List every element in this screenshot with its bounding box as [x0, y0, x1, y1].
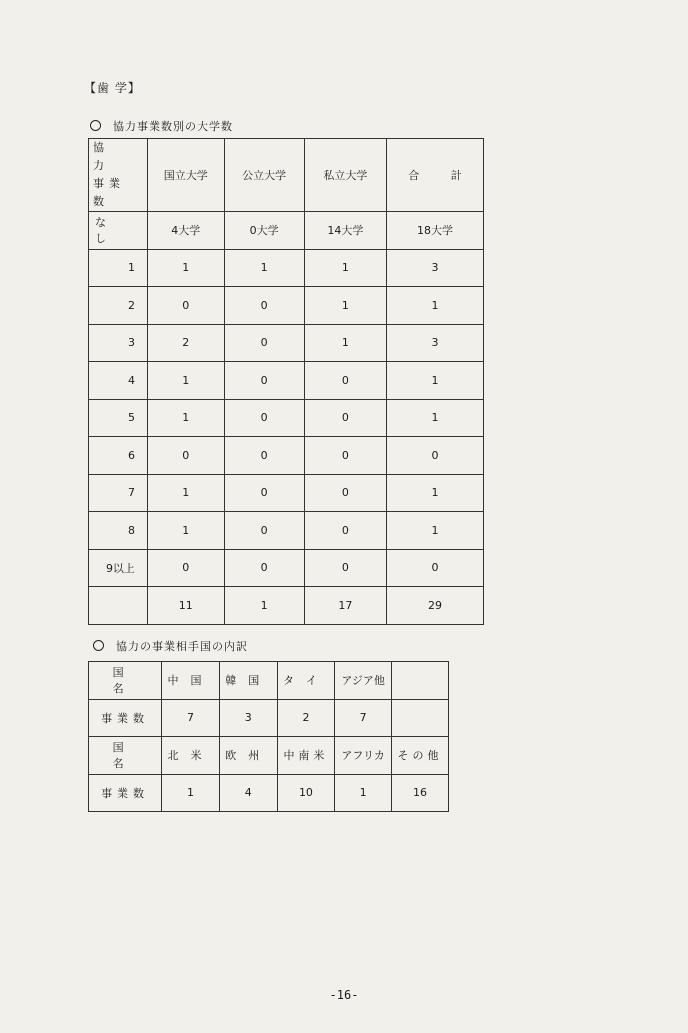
table-row [89, 512, 484, 550]
count-label: 事業数 [89, 699, 162, 737]
circle-bullet-icon [93, 640, 104, 651]
table-row [89, 399, 484, 437]
count-cell: 3 [219, 699, 277, 737]
section-title-1 [90, 118, 233, 134]
table-row [89, 549, 484, 587]
cell-public: 1 [224, 249, 304, 287]
row-label: 6 [89, 437, 148, 475]
cell-national: 1 [147, 399, 224, 437]
cell-total: 29 [387, 587, 484, 625]
cell-private: 0 [304, 512, 386, 550]
cell-national: 0 [147, 287, 224, 325]
cell-public: 0 [224, 512, 304, 550]
country-cell: アジア他 [335, 662, 392, 700]
cell-public: 0 [224, 437, 304, 475]
cell-private: 0 [304, 399, 386, 437]
country-cell: その他 [391, 737, 448, 775]
table-total-row [89, 587, 484, 625]
cell-private: 0 [304, 437, 386, 475]
cell-private: 1 [304, 324, 386, 362]
count-cell: 16 [391, 774, 448, 812]
country-cell [391, 662, 448, 700]
col-header-private: 私立大学 [304, 139, 386, 212]
row-label: 5 [89, 399, 148, 437]
col-header-public: 公立大学 [224, 139, 304, 212]
country-label: 国名 [89, 737, 162, 775]
country-cell: アフリカ [335, 737, 392, 775]
section-title-1-text: 協力事業数別の大学数 [113, 120, 233, 133]
cell-total: 1 [387, 362, 484, 400]
row-label: 4 [89, 362, 148, 400]
row-label: 2 [89, 287, 148, 325]
count-cell: 1 [162, 774, 220, 812]
corner-label-line2: 事業数 [93, 177, 125, 208]
row-label: 3 [89, 324, 148, 362]
col-header-total: 合 計 [387, 139, 484, 212]
cell-private: 1 [304, 249, 386, 287]
count-cell: 7 [162, 699, 220, 737]
table-row [89, 324, 484, 362]
count-row-1 [89, 699, 449, 737]
cell-total: 0 [387, 437, 484, 475]
cell-private: 0 [304, 549, 386, 587]
cell-public: 1 [224, 587, 304, 625]
cell-total: 1 [387, 474, 484, 512]
partner-country-breakdown-table [88, 661, 449, 812]
cell-total: 3 [387, 249, 484, 287]
page-number: -16- [329, 988, 359, 1002]
country-cell: 中南米 [277, 737, 335, 775]
page-heading: 【歯 学】 [84, 81, 141, 95]
count-row-2 [89, 774, 449, 812]
cell-total: 1 [387, 512, 484, 550]
circle-bullet-icon [90, 120, 101, 131]
row-label: なし [89, 212, 148, 250]
count-label: 事業数 [89, 774, 162, 812]
cell-total: 0 [387, 549, 484, 587]
table-row [89, 249, 484, 287]
row-label: 8 [89, 512, 148, 550]
row-label [89, 587, 148, 625]
count-cell: 1 [335, 774, 392, 812]
country-cell: タイ [277, 662, 335, 700]
count-cell: 4 [219, 774, 277, 812]
corner-label-line1: 協力 [93, 141, 120, 172]
cell-total: 3 [387, 324, 484, 362]
universities-by-project-count-table [88, 138, 484, 625]
count-cell: 7 [335, 699, 392, 737]
cell-public: 0 [224, 399, 304, 437]
row-label: 9以上 [89, 549, 148, 587]
cell-private: 0 [304, 362, 386, 400]
cell-national: 0 [147, 437, 224, 475]
cell-national: 0 [147, 549, 224, 587]
cell-national: 1 [147, 362, 224, 400]
cell-national: 2 [147, 324, 224, 362]
country-row-1 [89, 662, 449, 700]
section-title-2-text: 協力の事業相手国の内訳 [116, 640, 248, 653]
table-row [89, 287, 484, 325]
cell-total: 18大学 [387, 212, 484, 250]
cell-national: 1 [147, 249, 224, 287]
cell-private: 1 [304, 287, 386, 325]
country-row-2 [89, 737, 449, 775]
country-cell: 欧州 [219, 737, 277, 775]
table-header-row [89, 139, 484, 212]
table-row [89, 474, 484, 512]
section-title-2 [93, 638, 248, 654]
cell-public: 0 [224, 549, 304, 587]
cell-public: 0 [224, 324, 304, 362]
cell-national: 1 [147, 512, 224, 550]
row-label: 1 [89, 249, 148, 287]
cell-public: 0 [224, 474, 304, 512]
country-cell: 中国 [162, 662, 220, 700]
cell-public: 0大学 [224, 212, 304, 250]
table-row [89, 212, 484, 250]
cell-national: 4大学 [147, 212, 224, 250]
country-cell: 北米 [162, 737, 220, 775]
cell-private: 14大学 [304, 212, 386, 250]
table-row [89, 362, 484, 400]
cell-total: 1 [387, 399, 484, 437]
count-cell: 2 [277, 699, 335, 737]
header-corner-cell [89, 139, 148, 212]
cell-public: 0 [224, 287, 304, 325]
cell-total: 1 [387, 287, 484, 325]
count-cell: 10 [277, 774, 335, 812]
cell-private: 0 [304, 474, 386, 512]
col-header-national: 国立大学 [147, 139, 224, 212]
cell-private: 17 [304, 587, 386, 625]
country-cell: 韓国 [219, 662, 277, 700]
country-label: 国名 [89, 662, 162, 700]
cell-national: 1 [147, 474, 224, 512]
cell-national: 11 [147, 587, 224, 625]
count-cell [391, 699, 448, 737]
row-label: 7 [89, 474, 148, 512]
table-row [89, 437, 484, 475]
cell-public: 0 [224, 362, 304, 400]
